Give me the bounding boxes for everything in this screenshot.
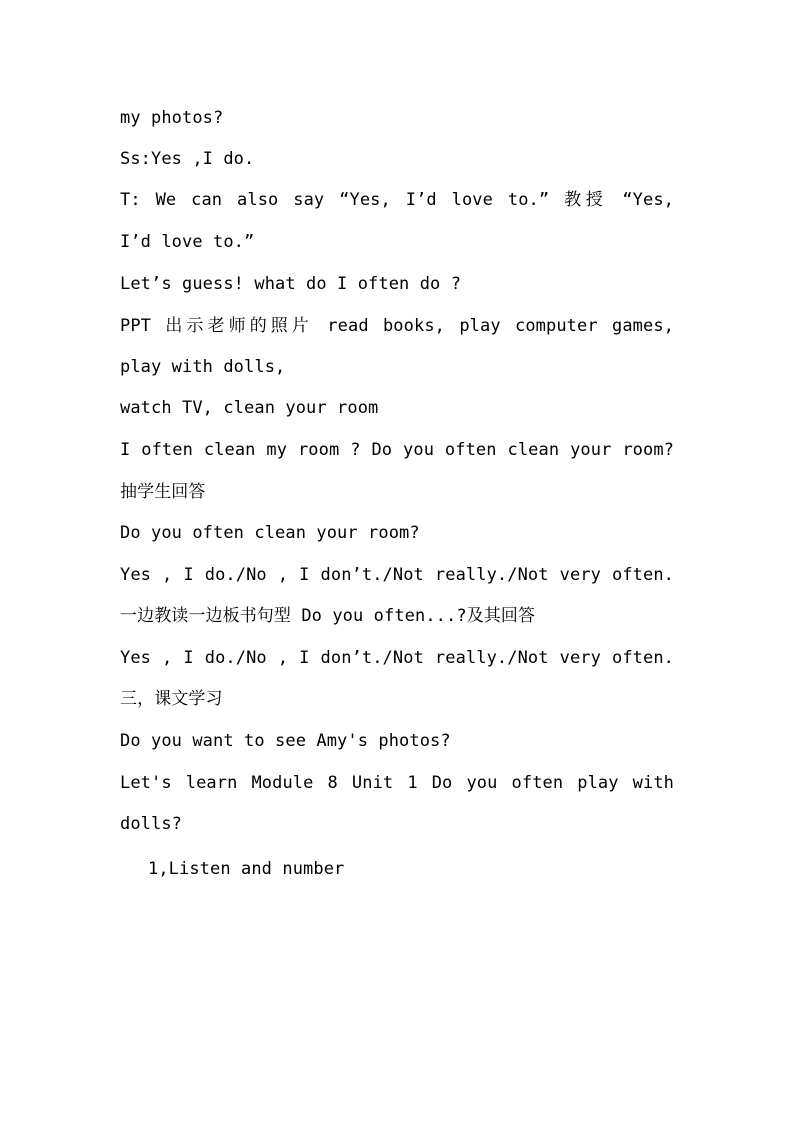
text-line: 一边教读一边板书句型 Do you often...?及其回答 [120,606,536,626]
text-line: Do you want to see Amy's photos? [120,731,451,751]
text-line: PPT 出示老师的照片 read books, play computer games, [120,316,674,336]
text-line: Yes , I do./No , I don’t./Not really./Not very often. [120,565,674,585]
text-line: watch TV, clean your room [120,398,379,418]
section-heading: 三，课文学习 [120,689,223,709]
text-line: Yes , I do./No , I don’t./Not really./Not very often. [120,648,674,668]
text-line: I often clean my room ? Do you often clean your room? [120,440,674,460]
text-line: I’d love to.” [120,232,255,252]
text-line: dolls? [120,814,183,834]
text-line: Let’s guess! what do I often do ? [120,274,462,294]
text-line: play with dolls, [120,357,286,377]
text-line: T: We can also say “Yes, I’d love to.” 教授 “Yes, [120,190,674,210]
text-line: Ss:Yes ,I do. [120,149,255,169]
list-item: 1,Listen and number [148,859,345,879]
text-line: Do you often clean your room? [120,523,420,543]
text-line: my photos? [120,108,224,128]
text-line: 抽学生回答 [120,482,206,502]
text-line: Let's learn Module 8 Unit 1 Do you often play with [120,773,674,793]
